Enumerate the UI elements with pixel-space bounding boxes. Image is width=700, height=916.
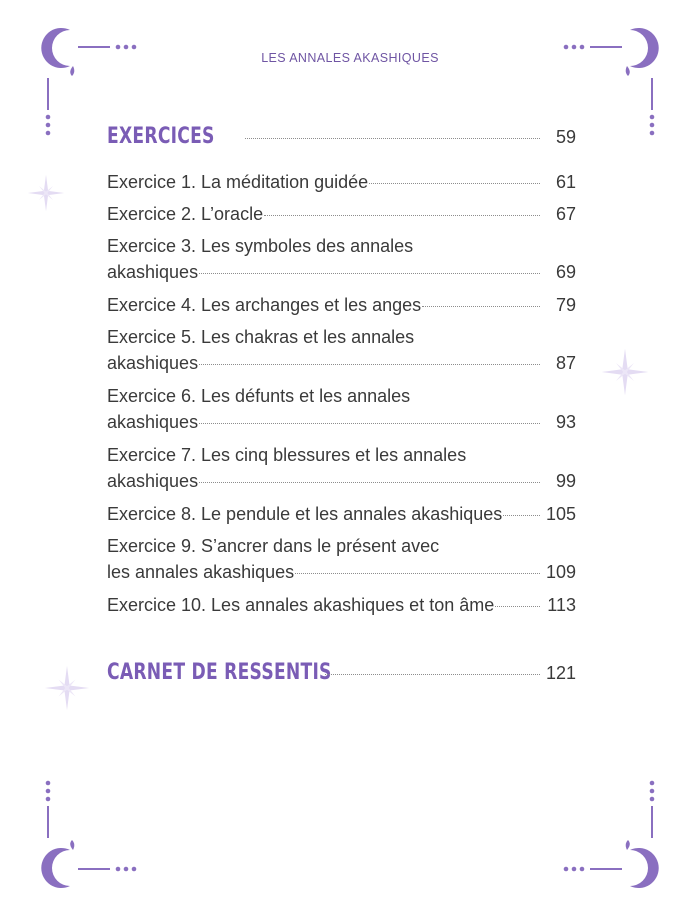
- leader-dots: [199, 422, 540, 424]
- toc-entry[interactable]: [107, 501, 576, 527]
- entry-title-continued: akashiques: [107, 353, 199, 373]
- leader-dots: [295, 572, 540, 574]
- page-number: 79: [555, 295, 576, 315]
- page-number: 105: [545, 504, 576, 524]
- sparkle-star-icon: [602, 349, 649, 396]
- entry-title-continued: les annales akashiques: [107, 562, 295, 582]
- page-number: 67: [555, 204, 576, 224]
- leader-dots: [422, 305, 540, 307]
- toc-entry[interactable]: [107, 324, 576, 376]
- entry-title: Exercice 5. Les chakras et les annales: [107, 327, 415, 347]
- sparkle-star-icon: [28, 175, 64, 211]
- entry-title: Exercice 4. Les archanges et les anges: [107, 295, 422, 315]
- toc-entry[interactable]: [107, 383, 576, 435]
- section-title: EXERCICES: [107, 124, 215, 149]
- leader-dots: [264, 214, 540, 216]
- toc-entry[interactable]: [107, 169, 576, 195]
- crescent-moon-icon: [564, 781, 659, 888]
- entry-title: Exercice 2. L’oracle: [107, 204, 264, 224]
- toc-entry[interactable]: [107, 201, 576, 227]
- toc-section-exercices[interactable]: [107, 124, 576, 149]
- page-number: 113: [547, 595, 576, 615]
- toc-entry[interactable]: [107, 592, 576, 618]
- section-title: CARNET DE RESSENTIS: [107, 660, 332, 685]
- page-number: 99: [555, 471, 576, 491]
- page-number: 87: [555, 353, 576, 373]
- toc-entry[interactable]: [107, 292, 576, 318]
- entry-title-continued: akashiques: [107, 471, 199, 491]
- leader-dots: [245, 137, 540, 139]
- toc-entry[interactable]: [107, 442, 576, 494]
- leader-dots: [369, 182, 540, 184]
- crescent-moon-icon: [41, 781, 136, 888]
- entry-title: Exercice 9. S’ancrer dans le présent avec: [107, 536, 440, 556]
- running-header: LES ANNALES AKASHIQUES: [261, 51, 439, 65]
- entry-title: Exercice 1. La méditation guidée: [107, 172, 369, 192]
- leader-dots: [325, 673, 540, 675]
- toc-entry[interactable]: [107, 233, 576, 285]
- page-number: 69: [555, 262, 576, 282]
- entry-title-continued: akashiques: [107, 262, 199, 282]
- entry-title: Exercice 7. Les cinq blessures et les annales: [107, 445, 467, 465]
- page-number: 121: [545, 663, 576, 683]
- toc-section-carnet[interactable]: [107, 660, 576, 685]
- leader-dots: [495, 605, 540, 607]
- page-number: 61: [555, 172, 576, 192]
- page-number: 109: [545, 562, 576, 582]
- crescent-moon-icon: [564, 28, 659, 135]
- entry-title: Exercice 10. Les annales akashiques et ton âme: [107, 595, 495, 615]
- crescent-moon-icon: [41, 28, 136, 135]
- entry-title-continued: akashiques: [107, 412, 199, 432]
- toc-entry[interactable]: [107, 533, 576, 585]
- leader-dots: [503, 514, 540, 516]
- entry-title: Exercice 8. Le pendule et les annales akashiques: [107, 504, 503, 524]
- leader-dots: [199, 481, 540, 483]
- leader-dots: [199, 272, 540, 274]
- sparkle-star-icon: [45, 666, 89, 710]
- leader-dots: [199, 363, 540, 365]
- page-number: 59: [555, 127, 576, 147]
- page-number: 93: [555, 412, 576, 432]
- entry-title: Exercice 3. Les symboles des annales: [107, 236, 414, 256]
- entry-title: Exercice 6. Les défunts et les annales: [107, 386, 411, 406]
